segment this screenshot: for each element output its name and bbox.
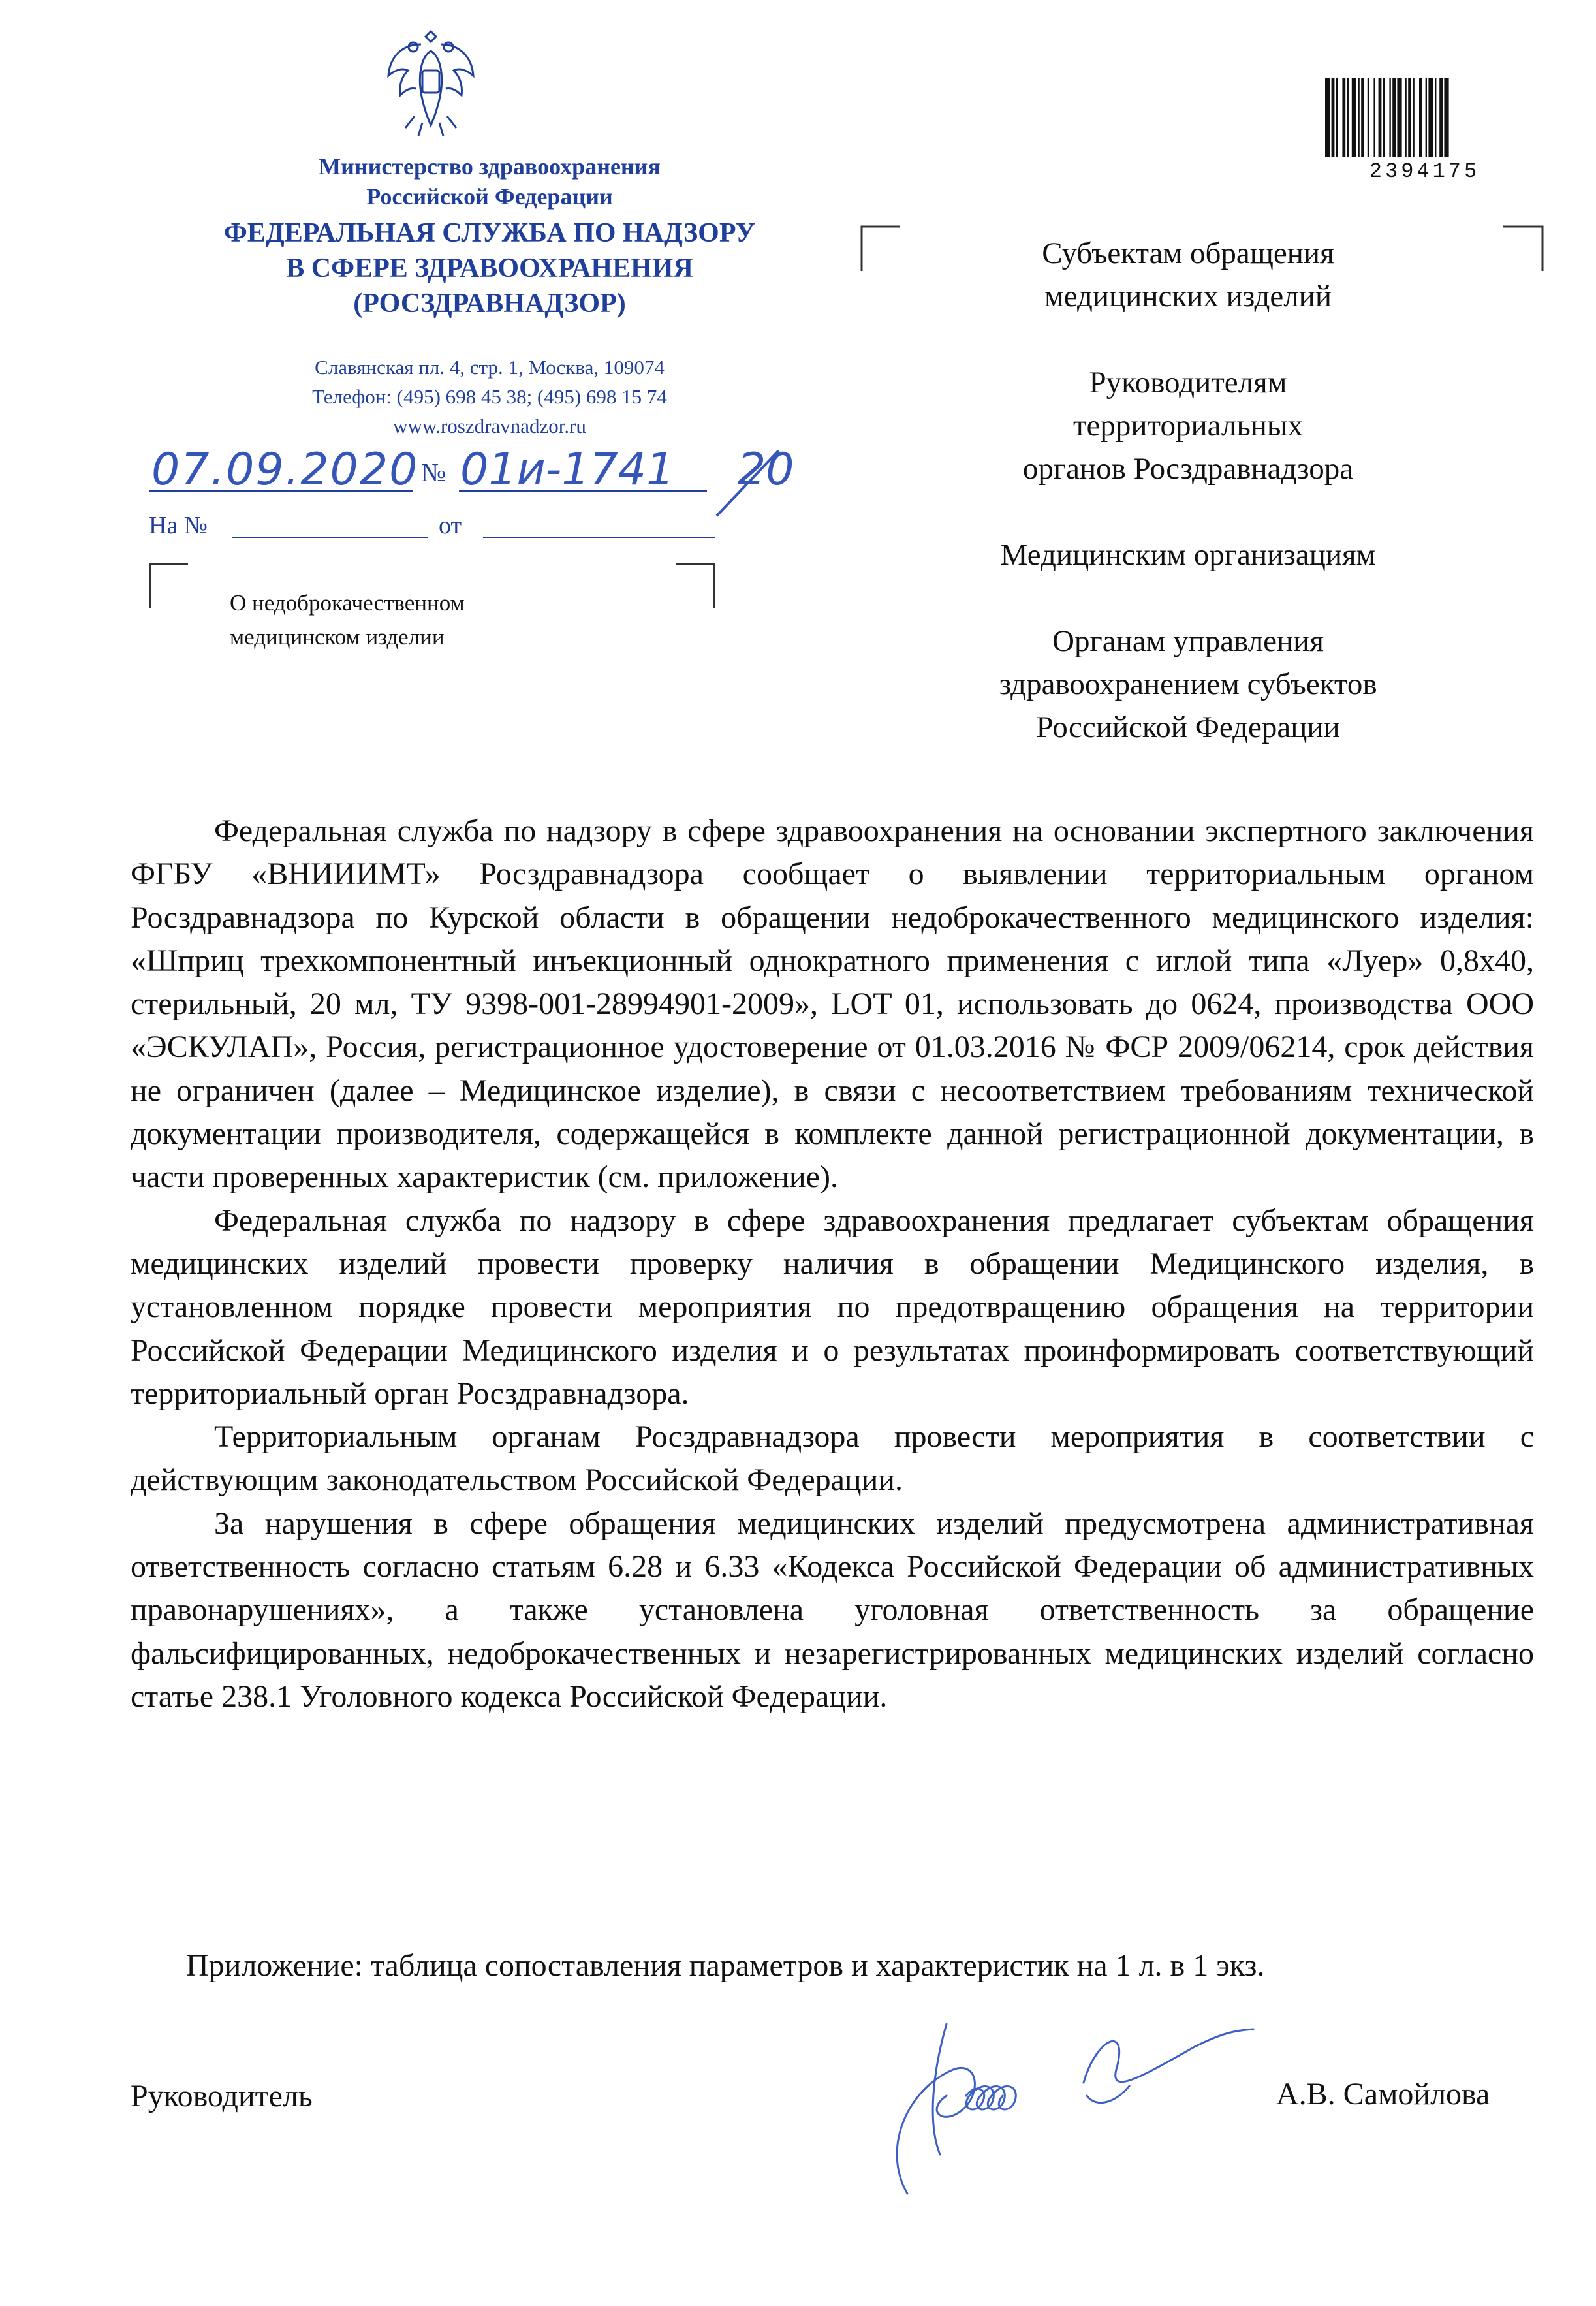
website-link[interactable]: www.roszdravnadzor.ru [393,415,586,437]
barcode-bar [1347,78,1349,157]
appendix-note: Приложение: таблица сопоставления параметров и характеристик на 1 л. в 1 экз. [186,1948,1265,1983]
barcode-bar [1373,78,1375,157]
subject-text [230,586,465,654]
ministry-line-2: Российской Федерации [366,183,613,210]
barcode-bar [1332,78,1335,157]
barcode-bar [1368,78,1369,157]
body-paragraph-2: Федеральная служба по надзору в сфере здравоохранения предлагает субъектам обращения медицинских изделий провести проверку наличия в обращении Медицинского изделия, в установленном порядке провести мероприятия по предотвращению обращения на территории Российской Федерации Медицинского изделия и о результатах проинформировать соответствующий территориальный орган Росздравнадзора. [131,1203,1534,1411]
ministry-line-1: Министерство здравоохранения [319,153,661,180]
number-sign: № [421,458,446,487]
addressee-item [927,533,1449,576]
phone-text: Телефон: (495) 698 45 38; (495) 698 15 74 [312,385,667,408]
barcode-bar [1428,78,1433,157]
address-text: Славянская пл. 4, стр. 1, Москва, 109074 [315,356,665,379]
barcode-bar [1361,78,1364,157]
addressee-line: Руководителям [1089,366,1287,400]
barcode [1325,78,1524,157]
addressee-item [927,361,1449,490]
barcode-bar [1342,78,1345,157]
reference-rules [232,534,715,541]
barcode-bar [1397,78,1401,157]
barcode-bar [1383,78,1385,157]
barcode-bar [1426,78,1427,157]
body-paragraph-4: За нарушения в сфере обращения медицинских изделий предусмотрена административная ответственность согласно статьям 6.28 и 6.33 «Кодекса Российской Федерации об административных правонарушениях», а также установлена уголовная ответственность за обращение фальсифицированных, недоброкачественных и незарегистрированных медицинских изделий согласно статье 238.1 Уголовного кодекса Российской Федерации. [131,1506,1534,1714]
barcode-bar [1392,78,1396,157]
body-paragraph-1: Федеральная служба по надзору в сфере здравоохранения на основании экспертного заключения ФГБУ «ВНИИИМТ» Росздравнадзора сообщает о выявлении территориальным органом Росздравнадзора по Курской области в обращении недоброкачественного медицинского изделия: «Шприц трехкомпонентный инъекционный однократного применения с иглой типа «Луер» 0,8х40, стерильный, 20 мл, ТУ 9398-001-28994901-2009», LOT 01, использовать до 0624, производства ООО «ЭСКУЛАП», Россия, регистрационное удостоверение от 01.03.2016 № ФСР 2009/06214, срок действия не ограничен (далее – Медицинское изделие), в связи с несоответствием требованиям технической документации производителя, содержащейся в комплекте данной регистрационной документации, в части проверенных характеристик (см. приложение). [131,813,1534,1195]
subject-line-2: медицинском изделии [230,624,445,650]
barcode-bar [1358,78,1359,157]
handwritten-number: 01и-1741 [460,444,675,496]
handwritten-signature [868,1998,1286,2207]
ministry-name [170,151,809,212]
barcode-bar [1444,78,1448,157]
subject-line-1: О недоброкачественном [230,590,465,616]
barcode-bar [1336,78,1338,157]
addressee-line: органов Росздравнадзора [1022,452,1354,486]
addressee-line: Медицинским организациям [1000,538,1376,572]
barcode-bar [1439,78,1443,157]
letter-body [131,810,1534,1718]
addressee-line: Субъектам обращения [1042,236,1334,270]
contacts-block [170,353,809,441]
addressee-item [927,232,1449,318]
signer-name: А.В. Самойлова [1276,2077,1490,2111]
service-line-2: В СФЕРЕ ЗДРАВООХРАНЕНИЯ [286,253,693,283]
service-line-1: ФЕДЕРАЛЬНАЯ СЛУЖБА ПО НАДЗОРУ [223,218,756,248]
coat-of-arms-emblem [382,25,480,141]
barcode-bar [1389,78,1390,157]
service-name [104,215,875,321]
barcode-bar [1325,78,1330,157]
addressee-line: Российской Федерации [1036,710,1340,744]
addressee-item [927,620,1449,749]
addressee-line: территориальных [1072,409,1304,443]
addressee-line: здравоохранением субъектов [999,667,1377,701]
handwritten-date: 07.09.2020 [151,444,419,496]
barcode-bar [1413,78,1414,157]
handwritten-suffix: 20 [738,444,794,496]
addressee-list [927,232,1449,749]
barcode-bar [1405,78,1406,157]
addressee-line: медицинских изделий [1044,279,1332,313]
reference-from-label: от [439,512,462,539]
signer-position: Руководитель [131,2079,313,2113]
barcode-bar [1435,78,1436,157]
service-line-3: (РОСЗДРАВНАДЗОР) [353,289,626,319]
barcode-number: 2394175 [1369,159,1480,183]
barcode-bar [1352,78,1356,157]
barcode-bar [1408,78,1411,157]
reference-label: На № [149,512,208,539]
barcode-bar [1379,78,1382,157]
body-paragraph-3: Территориальным органам Росздравнадзора провести мероприятия в соответствии с действующим законодательством Российской Федерации. [131,1419,1534,1498]
addressee-line: Органам управления [1052,624,1324,658]
barcode-bar [1419,78,1422,157]
